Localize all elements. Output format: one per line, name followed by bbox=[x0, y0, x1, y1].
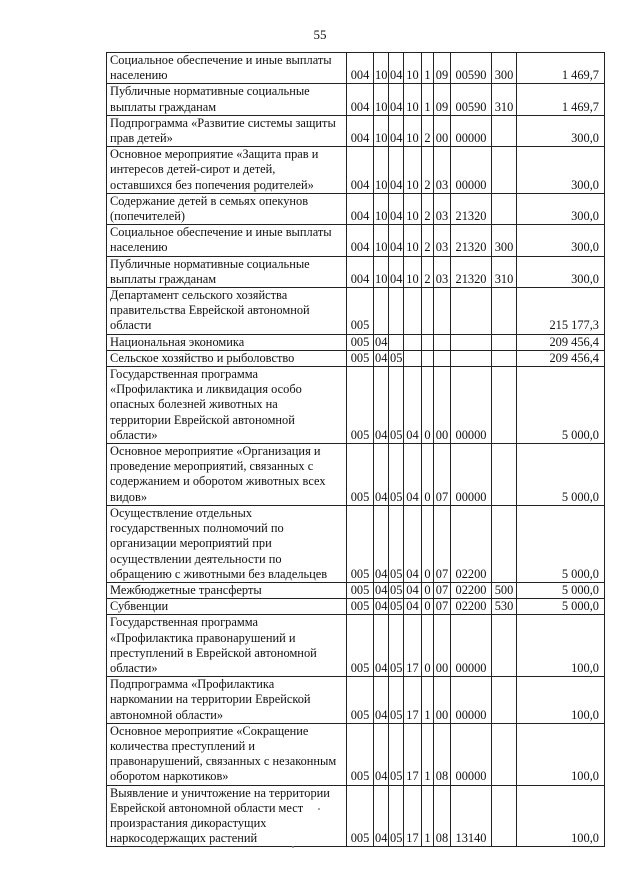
description-line: Основное мероприятие «Сокращение bbox=[110, 723, 309, 738]
description-line: наркомании на территории Еврейской bbox=[110, 692, 311, 707]
code-subprogram: 1 bbox=[422, 53, 434, 84]
code-program: 17 bbox=[404, 723, 422, 785]
amount: 5 000,0 bbox=[517, 599, 605, 615]
code-event: 03 bbox=[434, 193, 451, 224]
code-event: 09 bbox=[434, 84, 451, 115]
description-line: преступлений в Еврейской автономной bbox=[110, 645, 317, 660]
code-expense-type bbox=[492, 288, 517, 335]
code-rz: 10 bbox=[374, 193, 389, 224]
code-pr: 05 bbox=[390, 582, 403, 597]
code-program: 04 bbox=[404, 444, 422, 506]
table-row bbox=[107, 677, 605, 724]
code-expense-type bbox=[492, 350, 517, 366]
amount: 5 000,0 bbox=[517, 582, 605, 598]
code-subprogram: 0 bbox=[422, 582, 434, 598]
amount: 300,0 bbox=[517, 115, 605, 146]
row-description bbox=[107, 677, 347, 724]
description-line: выплаты гражданам bbox=[110, 99, 217, 114]
code-subprogram: 0 bbox=[422, 367, 434, 444]
description-line: Субвенции bbox=[110, 599, 169, 614]
description-line: видов» bbox=[110, 489, 148, 504]
code-event: 08 bbox=[434, 785, 451, 847]
row-description bbox=[107, 193, 347, 224]
code-expense-type: 500 bbox=[492, 582, 517, 598]
description-line: Государственная программа bbox=[110, 615, 258, 630]
code-glav: 005 bbox=[347, 615, 374, 677]
description-line: территории Еврейской автономной bbox=[110, 412, 295, 427]
code-glav: 004 bbox=[347, 53, 374, 84]
code-pr bbox=[389, 334, 404, 350]
description-line: Национальная экономика bbox=[110, 334, 245, 349]
code-direction: 21320 bbox=[451, 193, 492, 224]
code-program: 04 bbox=[404, 367, 422, 444]
code-pr: 05 bbox=[390, 599, 403, 614]
amount: 5 000,0 bbox=[517, 367, 605, 444]
code-program bbox=[404, 334, 422, 350]
description-line: обращению с животными без владельцев bbox=[110, 566, 328, 581]
table-row bbox=[107, 615, 605, 677]
code-direction bbox=[451, 334, 492, 350]
description-line: Публичные нормативные социальные bbox=[110, 84, 310, 99]
code-program: 04 bbox=[404, 599, 422, 615]
code-direction: 02200 bbox=[451, 599, 492, 615]
table-row bbox=[107, 256, 605, 287]
code-glav: 005 bbox=[347, 444, 374, 506]
row-description bbox=[107, 115, 347, 146]
description-line: Подпрограмма «Развитие системы защиты bbox=[110, 115, 336, 130]
code-expense-type bbox=[492, 147, 517, 194]
description-line: правонарушений, связанных с незаконным bbox=[110, 754, 337, 769]
code-rz: 04 bbox=[375, 599, 388, 614]
code-expense-type bbox=[492, 367, 517, 444]
code-expense-type bbox=[492, 505, 517, 582]
code-rz: 04 bbox=[374, 615, 389, 677]
description-line: интересов детей-сирот и детей, bbox=[110, 162, 276, 177]
code-expense-type bbox=[492, 444, 517, 506]
code-expense-type: 300 bbox=[492, 53, 517, 84]
code-rz: 10 bbox=[374, 256, 389, 287]
amount: 5 000,0 bbox=[517, 444, 605, 506]
code-program: 17 bbox=[404, 677, 422, 724]
description-line: области» bbox=[110, 427, 158, 442]
code-rz: 04 bbox=[375, 582, 388, 597]
amount: 100,0 bbox=[517, 615, 605, 677]
code-direction bbox=[451, 288, 492, 335]
description-line: наркосодержащих растений bbox=[110, 831, 258, 846]
code-rz: 10 bbox=[374, 225, 389, 256]
table-row bbox=[107, 193, 605, 224]
row-description bbox=[107, 334, 347, 350]
code-subprogram: 0 bbox=[422, 444, 434, 506]
description-line: Еврейской автономной области мест bbox=[110, 800, 304, 815]
code-event: 07 bbox=[434, 582, 451, 598]
description-line: Подпрограмма «Профилактика bbox=[110, 677, 275, 692]
description-line: оборотом наркотиков» bbox=[110, 769, 229, 784]
table-row bbox=[107, 444, 605, 506]
table-row bbox=[107, 225, 605, 256]
amount: 300,0 bbox=[517, 147, 605, 194]
code-subprogram: 1 bbox=[422, 723, 434, 785]
table-row bbox=[107, 599, 605, 615]
code-rz: 04 bbox=[374, 505, 389, 582]
code-event bbox=[434, 334, 451, 350]
description-line: автономной области» bbox=[110, 707, 224, 722]
code-glav: 004 bbox=[347, 147, 374, 194]
code-expense-type bbox=[492, 677, 517, 724]
code-event: 09 bbox=[434, 53, 451, 84]
scan-speck bbox=[318, 808, 320, 810]
description-line: Содержание детей в семьях опекунов bbox=[110, 193, 309, 208]
code-program: 10 bbox=[404, 84, 422, 115]
code-pr: 05 bbox=[389, 444, 404, 506]
code-rz: 10 bbox=[374, 53, 389, 84]
code-expense-type: 530 bbox=[492, 599, 517, 615]
code-expense-type bbox=[492, 115, 517, 146]
code-expense-type bbox=[492, 723, 517, 785]
code-expense-type bbox=[492, 785, 517, 847]
code-glav: 004 bbox=[347, 256, 374, 287]
code-event: 00 bbox=[434, 115, 451, 146]
code-expense-type: 310 bbox=[492, 84, 517, 115]
description-line: Публичные нормативные социальные bbox=[110, 256, 310, 271]
code-event: 03 bbox=[434, 147, 451, 194]
code-pr: 05 bbox=[389, 677, 404, 724]
description-line: опасных болезней животных на bbox=[110, 397, 278, 412]
code-event: 00 bbox=[434, 677, 451, 724]
code-program: 10 bbox=[404, 115, 422, 146]
code-rz: 04 bbox=[375, 350, 388, 365]
code-expense-type: 300 bbox=[492, 225, 517, 256]
code-event: 00 bbox=[434, 615, 451, 677]
code-event: 00 bbox=[434, 367, 451, 444]
table-row bbox=[107, 582, 605, 598]
description-line: Социальное обеспечение и иные выплаты bbox=[110, 225, 332, 240]
description-line: правительства Еврейской автономной bbox=[110, 303, 310, 318]
description-line: содержанием и оборотом животных всех bbox=[110, 474, 326, 489]
row-description bbox=[107, 444, 347, 506]
code-pr: 05 bbox=[389, 615, 404, 677]
code-rz: 10 bbox=[374, 147, 389, 194]
row-description bbox=[107, 599, 347, 615]
budget-table-body bbox=[107, 53, 605, 847]
description-line: населению bbox=[110, 240, 168, 255]
code-program: 10 bbox=[404, 256, 422, 287]
description-line: (попечителей) bbox=[110, 209, 185, 224]
code-rz: 04 bbox=[375, 334, 388, 349]
description-line: организации мероприятий при bbox=[110, 536, 272, 551]
code-direction: 21320 bbox=[451, 256, 492, 287]
code-direction bbox=[451, 350, 492, 366]
code-direction: 00000 bbox=[451, 677, 492, 724]
code-program bbox=[404, 288, 422, 335]
amount: 5 000,0 bbox=[517, 505, 605, 582]
code-event bbox=[434, 288, 451, 335]
code-subprogram bbox=[422, 334, 434, 350]
code-program: 17 bbox=[404, 615, 422, 677]
code-subprogram: 2 bbox=[422, 115, 434, 146]
code-direction: 00000 bbox=[451, 444, 492, 506]
amount: 1 469,7 bbox=[517, 53, 605, 84]
code-event: 03 bbox=[434, 225, 451, 256]
amount: 300,0 bbox=[517, 193, 605, 224]
code-pr: 05 bbox=[390, 350, 403, 365]
code-event bbox=[434, 350, 451, 366]
code-rz: 04 bbox=[374, 723, 389, 785]
code-direction: 00000 bbox=[451, 367, 492, 444]
code-direction: 21320 bbox=[451, 225, 492, 256]
code-rz: 04 bbox=[374, 444, 389, 506]
code-pr: 04 bbox=[389, 147, 404, 194]
amount: 209 456,4 bbox=[517, 334, 605, 350]
code-subprogram: 0 bbox=[422, 505, 434, 582]
code-direction: 00000 bbox=[451, 723, 492, 785]
budget-table bbox=[106, 52, 605, 847]
description-line: населению bbox=[110, 68, 168, 83]
code-direction: 00000 bbox=[451, 115, 492, 146]
row-description bbox=[107, 785, 347, 847]
code-pr: 04 bbox=[389, 225, 404, 256]
code-direction: 00000 bbox=[451, 615, 492, 677]
code-direction: 00590 bbox=[451, 53, 492, 84]
row-description bbox=[107, 225, 347, 256]
code-glav: 005 bbox=[347, 288, 374, 335]
code-glav: 005 bbox=[347, 505, 374, 582]
code-rz bbox=[374, 288, 389, 335]
code-glav: 005 bbox=[347, 582, 374, 598]
code-pr: 05 bbox=[389, 367, 404, 444]
code-subprogram: 1 bbox=[422, 84, 434, 115]
description-line: Межбюджетные трансферты bbox=[110, 582, 262, 597]
amount: 1 469,7 bbox=[517, 84, 605, 115]
code-glav: 005 bbox=[347, 350, 374, 366]
code-event: 07 bbox=[434, 444, 451, 506]
code-pr: 04 bbox=[389, 84, 404, 115]
code-subprogram: 2 bbox=[422, 256, 434, 287]
code-pr: 05 bbox=[389, 505, 404, 582]
amount: 100,0 bbox=[517, 723, 605, 785]
description-line: Осуществление отдельных bbox=[110, 505, 253, 520]
code-glav: 004 bbox=[347, 225, 374, 256]
code-glav: 005 bbox=[347, 677, 374, 724]
table-row bbox=[107, 367, 605, 444]
row-description bbox=[107, 582, 347, 598]
code-direction: 00590 bbox=[451, 84, 492, 115]
table-row bbox=[107, 723, 605, 785]
code-rz: 04 bbox=[374, 785, 389, 847]
description-line: Выявление и уничтожение на территории bbox=[110, 785, 330, 800]
row-description bbox=[107, 53, 347, 84]
description-line: прав детей» bbox=[110, 131, 173, 146]
code-glav: 004 bbox=[347, 193, 374, 224]
code-program: 10 bbox=[404, 147, 422, 194]
description-line: области» bbox=[110, 660, 158, 675]
code-pr: 04 bbox=[389, 193, 404, 224]
code-pr: 05 bbox=[389, 785, 404, 847]
code-program: 04 bbox=[404, 582, 422, 598]
table-row bbox=[107, 350, 605, 366]
code-glav: 004 bbox=[347, 84, 374, 115]
table-row bbox=[107, 334, 605, 350]
description-line: Сельское хозяйство и рыболовство bbox=[110, 350, 295, 365]
description-line: произрастания дикорастущих bbox=[110, 815, 267, 830]
description-line: Основное мероприятие «Защита прав и bbox=[110, 147, 319, 162]
code-subprogram: 2 bbox=[422, 193, 434, 224]
code-glav: 005 bbox=[347, 599, 374, 615]
code-event: 08 bbox=[434, 723, 451, 785]
code-rz: 04 bbox=[374, 367, 389, 444]
code-glav: 005 bbox=[347, 367, 374, 444]
table-row bbox=[107, 84, 605, 115]
amount: 300,0 bbox=[517, 256, 605, 287]
description-line: «Профилактика правонарушений и bbox=[110, 630, 296, 645]
code-subprogram bbox=[422, 350, 434, 366]
code-subprogram: 1 bbox=[422, 785, 434, 847]
row-description bbox=[107, 505, 347, 582]
code-rz: 10 bbox=[374, 115, 389, 146]
description-line: осуществлении деятельности по bbox=[110, 551, 282, 566]
description-line: государственных полномочий по bbox=[110, 521, 284, 536]
description-line: оставшихся без попечения родителей» bbox=[110, 177, 314, 192]
code-expense-type: 310 bbox=[492, 256, 517, 287]
code-subprogram: 1 bbox=[422, 677, 434, 724]
code-pr: 04 bbox=[389, 115, 404, 146]
page-number: 55 bbox=[313, 27, 327, 42]
code-expense-type bbox=[492, 193, 517, 224]
code-subprogram: 2 bbox=[422, 225, 434, 256]
table-row bbox=[107, 785, 605, 847]
row-description bbox=[107, 256, 347, 287]
row-description bbox=[107, 615, 347, 677]
code-glav: 005 bbox=[347, 785, 374, 847]
code-rz: 10 bbox=[374, 84, 389, 115]
code-pr: 05 bbox=[389, 723, 404, 785]
row-description bbox=[107, 147, 347, 194]
description-line: проведение мероприятий, связанных с bbox=[110, 459, 314, 474]
code-glav: 005 bbox=[347, 723, 374, 785]
code-program: 17 bbox=[404, 785, 422, 847]
amount: 300,0 bbox=[517, 225, 605, 256]
description-line: Основное мероприятие «Организация и bbox=[110, 444, 321, 459]
table-row bbox=[107, 505, 605, 582]
code-glav: 004 bbox=[347, 115, 374, 146]
code-glav: 005 bbox=[347, 334, 374, 350]
amount: 215 177,3 bbox=[517, 288, 605, 335]
row-description bbox=[107, 723, 347, 785]
description-line: области bbox=[110, 318, 152, 333]
code-direction: 02200 bbox=[451, 582, 492, 598]
table-row bbox=[107, 115, 605, 146]
description-line: Государственная программа bbox=[110, 367, 258, 382]
description-line: «Профилактика и ликвидация особо bbox=[110, 382, 302, 397]
code-subprogram: 0 bbox=[422, 599, 434, 615]
code-event: 07 bbox=[434, 599, 451, 615]
code-direction: 13140 bbox=[451, 785, 492, 847]
scan-speck bbox=[292, 846, 294, 848]
description-line: Социальное обеспечение и иные выплаты bbox=[110, 53, 332, 67]
code-event: 07 bbox=[434, 505, 451, 582]
code-program: 10 bbox=[404, 225, 422, 256]
code-direction: 02200 bbox=[451, 505, 492, 582]
amount: 209 456,4 bbox=[517, 350, 605, 366]
row-description bbox=[107, 84, 347, 115]
code-pr: 04 bbox=[389, 53, 404, 84]
code-subprogram: 2 bbox=[422, 147, 434, 194]
table-row bbox=[107, 147, 605, 194]
code-pr: 04 bbox=[389, 256, 404, 287]
row-description bbox=[107, 367, 347, 444]
row-description bbox=[107, 350, 347, 366]
description-line: Департамент сельского хозяйства bbox=[110, 288, 288, 303]
code-expense-type bbox=[492, 334, 517, 350]
amount: 100,0 bbox=[517, 785, 605, 847]
code-program: 10 bbox=[404, 53, 422, 84]
code-expense-type bbox=[492, 615, 517, 677]
code-rz: 04 bbox=[374, 677, 389, 724]
code-subprogram bbox=[422, 288, 434, 335]
code-event: 03 bbox=[434, 256, 451, 287]
description-line: выплаты гражданам bbox=[110, 271, 217, 286]
amount: 100,0 bbox=[517, 677, 605, 724]
code-direction: 00000 bbox=[451, 147, 492, 194]
code-program: 10 bbox=[404, 193, 422, 224]
row-description bbox=[107, 288, 347, 335]
code-subprogram: 0 bbox=[422, 615, 434, 677]
code-pr bbox=[389, 288, 404, 335]
description-line: количества преступлений и bbox=[110, 738, 255, 753]
table-row bbox=[107, 53, 605, 84]
code-program bbox=[404, 350, 422, 366]
code-program: 04 bbox=[404, 505, 422, 582]
table-row bbox=[107, 288, 605, 335]
